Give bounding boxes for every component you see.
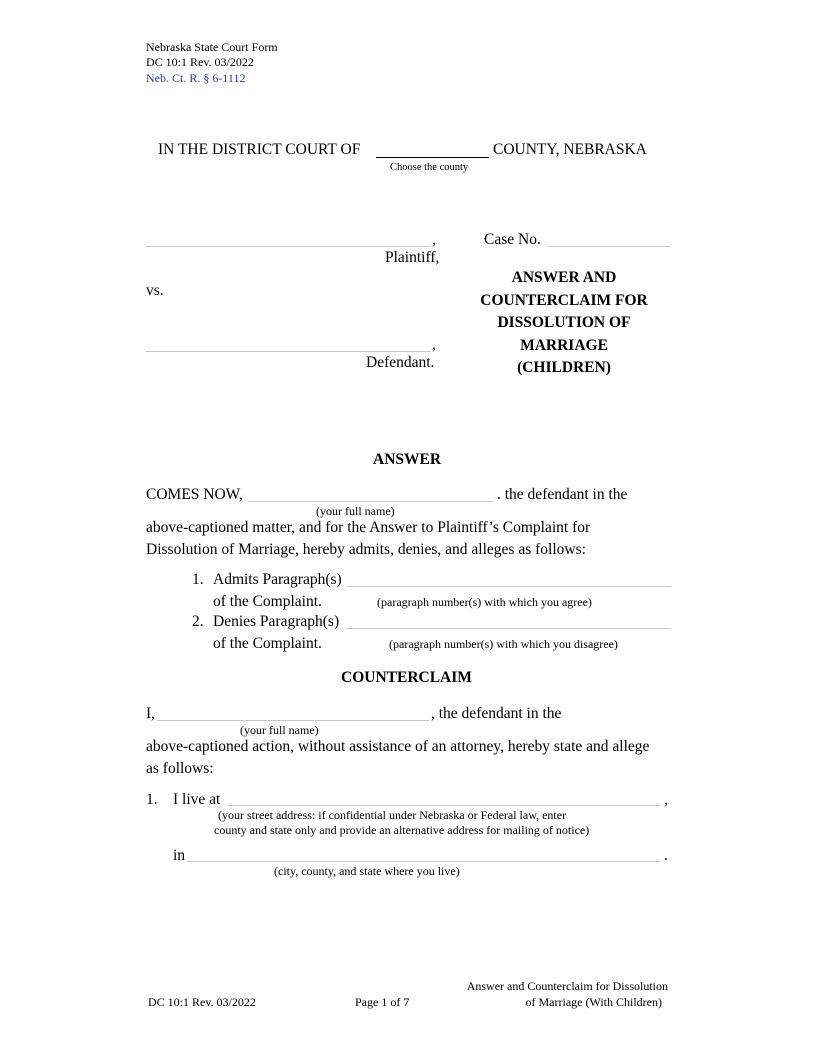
form-name: Nebraska State Court Form xyxy=(146,40,278,54)
item-number: 1. xyxy=(192,571,204,588)
denies-label: Denies Paragraph(s) xyxy=(213,613,340,630)
comes-now-label: COMES NOW, xyxy=(146,486,243,503)
title-line: DISSOLUTION OF xyxy=(497,314,631,331)
title-line: (CHILDREN) xyxy=(517,359,611,376)
defendant-name-field[interactable] xyxy=(146,351,431,352)
city-period: . xyxy=(664,847,668,864)
defendant-comma: , xyxy=(432,336,436,353)
city-county-state-field[interactable] xyxy=(188,861,659,862)
live-at-label: I live at xyxy=(173,791,221,808)
document-title xyxy=(450,267,678,380)
title-line: MARRIAGE xyxy=(520,336,608,354)
vs-label: vs. xyxy=(146,282,164,299)
court-prefix: IN THE DISTRICT COURT OF xyxy=(158,141,361,158)
rule-link[interactable]: Neb. Ct. R. § 6-1112 xyxy=(146,71,246,85)
title-line: ANSWER AND xyxy=(511,269,617,286)
footer-page-number: Page 1 of 7 xyxy=(355,995,410,1009)
answer-heading: ANSWER xyxy=(373,451,442,468)
defendant-label: Defendant. xyxy=(366,354,435,371)
item-number: 2. xyxy=(192,613,204,630)
counterclaim-line3: as follows: xyxy=(146,760,214,777)
counterclaim-name-hint: (your full name) xyxy=(240,723,319,737)
plaintiff-name-field[interactable] xyxy=(146,246,431,247)
counterclaim-line2: above-captioned action, without assistance of an attorney, hereby state and allege xyxy=(146,738,650,755)
form-revision: DC 10:1 Rev. 03/2022 xyxy=(146,55,254,69)
address-comma: , xyxy=(664,791,668,808)
county-field[interactable] xyxy=(376,157,489,158)
county-hint: Choose the county xyxy=(390,162,469,173)
plaintiff-label: Plaintiff, xyxy=(385,249,440,266)
footer-title-2: of Marriage (With Children) xyxy=(525,995,662,1009)
counterclaim-heading: COUNTERCLAIM xyxy=(341,669,472,686)
answer-name-hint: (your full name) xyxy=(316,504,395,518)
counterclaim-i-label: I, xyxy=(146,705,156,722)
footer-revision: DC 10:1 Rev. 03/2022 xyxy=(148,995,256,1009)
admits-sub: of the Complaint. xyxy=(213,593,322,610)
answer-after-name: . the defendant in the xyxy=(497,486,628,503)
item-number: 1. xyxy=(146,791,158,808)
footer-title-1: Answer and Counterclaim for Dissolution xyxy=(466,979,668,993)
admits-hint: (paragraph number(s) with which you agree) xyxy=(377,595,592,609)
denies-paragraphs-field[interactable] xyxy=(346,628,671,629)
denies-sub: of the Complaint. xyxy=(213,635,322,652)
case-no-label: Case No. xyxy=(484,231,541,248)
case-no-field[interactable] xyxy=(548,246,670,247)
address-hint-1: (your street address: if confidential under Nebraska or Federal law, enter xyxy=(218,808,567,822)
admits-paragraphs-field[interactable] xyxy=(346,586,671,587)
court-suffix: COUNTY, NEBRASKA xyxy=(493,141,647,158)
answer-line3: Dissolution of Marriage, hereby admits, denies, and alleges as follows: xyxy=(146,541,586,558)
city-hint: (city, county, and state where you live) xyxy=(274,864,460,878)
answer-line2: above-captioned matter, and for the Answer to Plaintiff’s Complaint for xyxy=(146,519,591,536)
title-line: COUNTERCLAIM FOR xyxy=(480,291,648,309)
counterclaim-name-field[interactable] xyxy=(157,720,429,721)
admits-label: Admits Paragraph(s) xyxy=(213,571,342,588)
denies-hint: (paragraph number(s) with which you disagree) xyxy=(389,637,618,651)
counterclaim-after-name: , the defendant in the xyxy=(431,705,562,722)
defendant-full-name-field[interactable] xyxy=(248,501,494,502)
in-label: in xyxy=(173,847,186,864)
address-hint-2: county and state only and provide an alternative address for mailing of notice) xyxy=(214,823,590,837)
street-address-field[interactable] xyxy=(228,805,659,806)
plaintiff-comma: , xyxy=(432,231,436,248)
